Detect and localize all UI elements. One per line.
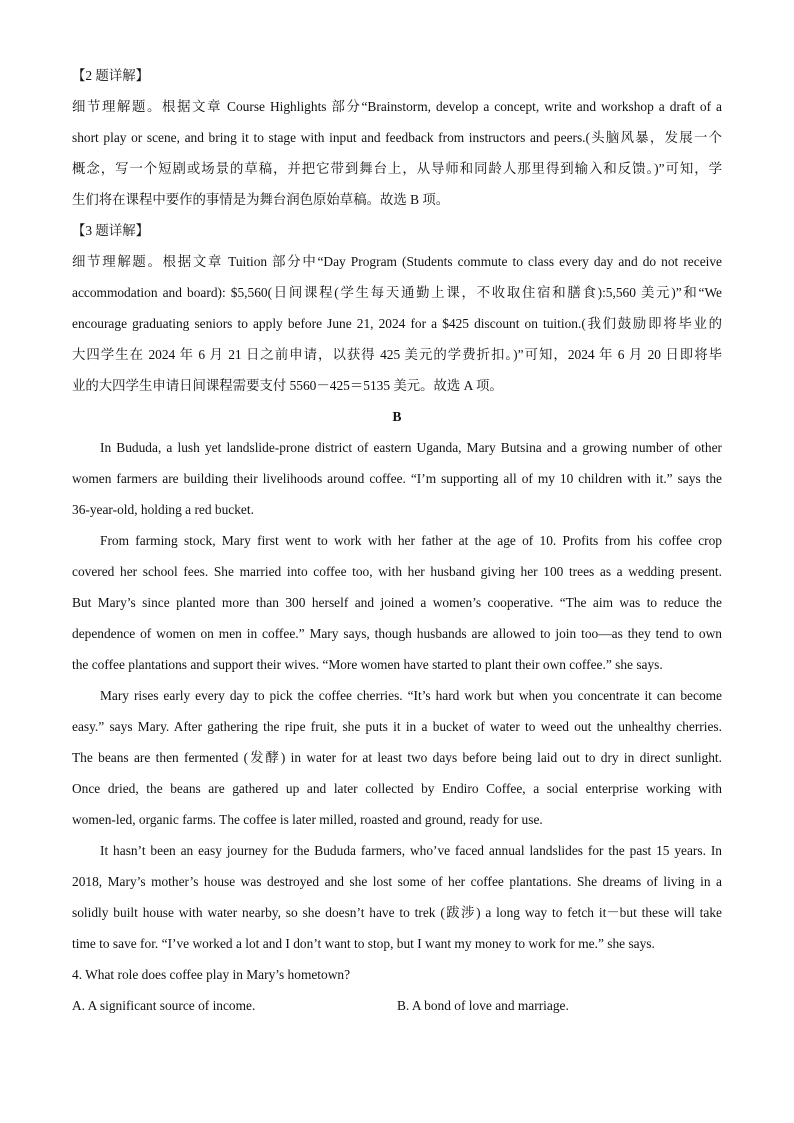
passage-line: time to save for. “I’ve worked a lot and I don’t want to stop, but I want my money to work for me.” she says. xyxy=(72,936,655,951)
passage-line: women farmers are building their livelihoods around coffee. “I’m supporting all of my 10 children with it.” says the xyxy=(72,471,722,486)
passage-line: Mary rises early every day to pick the coffee cherries. “It’s hard work but when you concentrate it can become xyxy=(100,688,722,703)
answer-3-line-3: encourage graduating seniors to apply before June 21, 2024 for a $425 discount on tuition.(我们鼓励即将毕业的 xyxy=(72,316,722,331)
passage-line: solidly built house with water nearby, so she doesn’t have to trek (跋涉) a long way to fetch it－but these will take xyxy=(72,905,722,920)
passage-line: easy.” says Mary. After gathering the ripe fruit, she puts it in a bucket of water to weed out the unhealthy cherries. xyxy=(72,719,722,734)
passage-line: In Bududa, a lush yet landslide-prone district of eastern Uganda, Mary Butsina and a growing number of other xyxy=(100,440,722,455)
passage-line: Once dried, the beans are gathered up and later collected by Endiro Coffee, a social enterprise working with xyxy=(72,781,722,796)
passage-line: the coffee plantations and support their wives. “More women have started to plant their own coffee.” she says. xyxy=(72,657,663,672)
answer-2-line-3: 概念，写一个短剧或场景的草稿，并把它带到舞台上，从导师和同龄人那里得到输入和反馈。)”可知，学 xyxy=(72,161,722,176)
passage-line: 36-year-old, holding a red bucket. xyxy=(72,502,254,517)
passage-line: 2018, Mary’s mother’s house was destroyed and she lost some of her coffee plantations. She dreams of living in a xyxy=(72,874,722,889)
passage-line: But Mary’s since planted more than 300 herself and joined a women’s cooperative. “The aim was to reduce the xyxy=(72,595,722,610)
passage-line: women-led, organic farms. The coffee is later milled, roasted and ground, ready for use. xyxy=(72,812,543,827)
question-4-options xyxy=(72,990,722,1021)
answer-2-heading: 【2 题详解】 xyxy=(72,68,149,83)
answer-3-line-1: 细节理解题。根据文章 Tuition 部分中“Day Program (Students commute to class every day and do not receive xyxy=(72,254,722,269)
answer-3-line-4: 大四学生在 2024 年 6 月 21 日之前申请，以获得 425 美元的学费折扣。)”可知，2024 年 6 月 20 日即将毕 xyxy=(72,347,722,362)
passage-line: covered her school fees. She married into coffee too, with her husband giving her 100 trees as a wedding present. xyxy=(72,564,722,579)
passage-line: From farming stock, Mary first went to work with her father at the age of 10. Profits from his coffee crop xyxy=(100,533,722,548)
answer-2-line-1: 细节理解题。根据文章 Course Highlights 部分“Brainstorm, develop a concept, write and workshop a draft of a xyxy=(72,99,722,114)
option-a: A. A significant source of income. xyxy=(72,998,256,1013)
passage-line: dependence of women on men in coffee.” Mary says, though husbands are allowed to join too—as they tend to own xyxy=(72,626,722,641)
answer-3-heading: 【3 题详解】 xyxy=(72,223,149,238)
option-b: B. A bond of love and marriage. xyxy=(397,998,569,1013)
document-page xyxy=(72,60,722,1021)
passage-title: B xyxy=(392,409,402,424)
question-4-stem: 4. What role does coffee play in Mary’s hometown? xyxy=(72,967,351,982)
answer-2-line-2: short play or scene, and bring it to stage with input and feedback from instructors and peers.(头脑风暴，发展一个 xyxy=(72,130,722,145)
answer-3-line-5: 业的大四学生申请日间课程需要支付 5560－425＝5135 美元。故选 A 项。 xyxy=(72,378,503,393)
answer-2-line-4: 生们将在课程中要作的事情是为舞台润色原始草稿。故选 B 项。 xyxy=(72,192,450,207)
answer-3-line-2: accommodation and board): $5,560(日间课程(学生每天通勤上课，不收取住宿和膳食):5,560 美元)”和“We xyxy=(72,285,722,300)
passage-line: The beans are then fermented (发酵) in water for at least two days before being laid out to dry in direct sunlight. xyxy=(72,750,722,765)
passage-line: It hasn’t been an easy journey for the Bududa farmers, who’ve faced annual landslides for the past 15 years. In xyxy=(100,843,722,858)
